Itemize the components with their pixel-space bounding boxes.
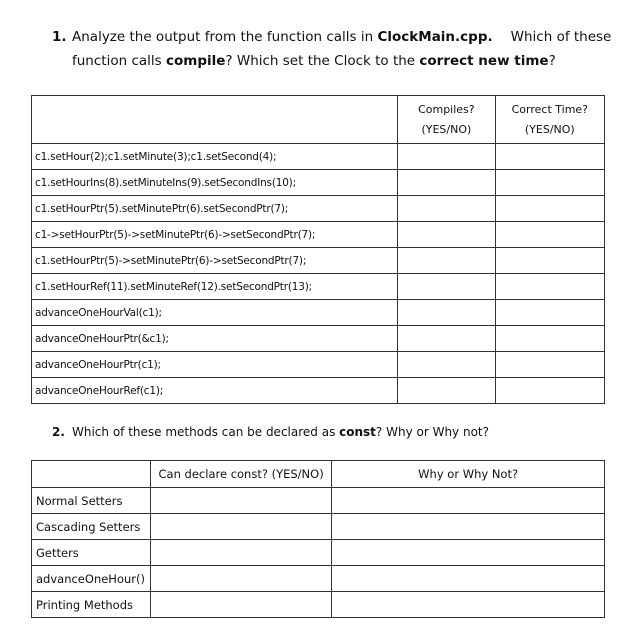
function-call-cell: advanceOneHourPtr(c1); — [32, 352, 398, 378]
function-call-cell: advanceOneHourRef(c1); — [32, 378, 398, 404]
header-compiles-label: Compiles? — [418, 102, 475, 116]
compiles-answer-cell[interactable] — [398, 222, 496, 248]
function-call-cell: c1.setHourRef(11).setMinuteRef(12).setSecondPtr(13); — [32, 274, 398, 300]
const-answer-cell[interactable] — [150, 592, 331, 618]
reason-answer-cell[interactable] — [332, 566, 605, 592]
question-1-text-2c: ? Which set the Clock to the — [225, 53, 420, 69]
table-row — [32, 196, 605, 222]
table-row — [32, 170, 605, 196]
correct-time-answer-cell[interactable] — [495, 378, 604, 404]
table-row — [32, 540, 605, 566]
question-1 — [52, 25, 612, 73]
question-2-text: Which of these methods can be declared as — [72, 425, 340, 439]
question-1-text-2a: function calls — [72, 53, 166, 69]
table-row — [32, 514, 605, 540]
correct-time-answer-cell[interactable] — [495, 352, 604, 378]
correct-time-answer-cell[interactable] — [495, 222, 604, 248]
compiles-answer-cell[interactable] — [398, 378, 496, 404]
question-2-number: 2. — [52, 425, 65, 439]
question-1-line-2 — [52, 49, 612, 73]
compiles-answer-cell[interactable] — [398, 248, 496, 274]
table-row — [32, 566, 605, 592]
correct-time-answer-cell[interactable] — [495, 274, 604, 300]
correct-time-answer-cell[interactable] — [495, 300, 604, 326]
correct-time-answer-cell[interactable] — [495, 248, 604, 274]
question-2-const: const — [339, 425, 376, 439]
table-header-row — [32, 96, 605, 144]
reason-answer-cell[interactable] — [332, 514, 605, 540]
const-answer-cell[interactable] — [150, 514, 331, 540]
compiles-answer-cell[interactable] — [398, 170, 496, 196]
const-answer-cell[interactable] — [150, 566, 331, 592]
const-answer-cell[interactable] — [150, 488, 331, 514]
reason-answer-cell[interactable] — [332, 592, 605, 618]
question-1-text: Analyze the output from the function calls in — [72, 29, 378, 45]
reason-answer-cell[interactable] — [332, 540, 605, 566]
method-name-cell: Printing Methods — [32, 592, 151, 618]
function-call-cell: c1->setHourPtr(5)->setMinutePtr(6)->setSecondPtr(7); — [32, 222, 398, 248]
question-1-text-cont: Which of these — [510, 29, 612, 45]
table-row — [32, 248, 605, 274]
table-row — [32, 592, 605, 618]
question-1-line-1 — [52, 25, 612, 49]
question-2-text-cont: ? Why or Why not? — [375, 425, 489, 439]
function-call-cell: c1.setHourPtr(5)->setMinutePtr(6)->setSecondPtr(7); — [32, 248, 398, 274]
question-1-compile: compile — [165, 53, 226, 69]
function-call-cell: c1.setHourPtr(5).setMinutePtr(6).setSecondPtr(7); — [32, 196, 398, 222]
question-1-filename: ClockMain.cpp. — [377, 29, 493, 45]
compiles-answer-cell[interactable] — [398, 274, 496, 300]
reason-answer-cell[interactable] — [332, 488, 605, 514]
table-row — [32, 326, 605, 352]
method-name-cell: Getters — [32, 540, 151, 566]
compiles-answer-cell[interactable] — [398, 144, 496, 170]
const-methods-table — [31, 460, 605, 618]
correct-time-answer-cell[interactable] — [495, 326, 604, 352]
table-row — [32, 378, 605, 404]
question-1-text-2e: ? — [548, 53, 556, 69]
correct-time-answer-cell[interactable] — [495, 170, 604, 196]
table-row — [32, 488, 605, 514]
question-2 — [52, 424, 489, 440]
correct-time-answer-cell[interactable] — [495, 196, 604, 222]
table-header-row — [32, 461, 605, 488]
function-call-cell: advanceOneHourVal(c1); — [32, 300, 398, 326]
correct-time-answer-cell[interactable] — [495, 144, 604, 170]
function-call-cell: c1.setHour(2);c1.setMinute(3);c1.setSecond(4); — [32, 144, 398, 170]
table-row — [32, 274, 605, 300]
const-answer-cell[interactable] — [150, 540, 331, 566]
table-row — [32, 352, 605, 378]
header-compiles-options: (YES/NO) — [421, 122, 472, 136]
header-correct-time-label: Correct Time? — [511, 102, 589, 116]
function-call-cell: advanceOneHourPtr(&c1); — [32, 326, 398, 352]
method-name-cell: advanceOneHour() — [32, 566, 151, 592]
compiles-answer-cell[interactable] — [398, 352, 496, 378]
compiles-answer-cell[interactable] — [398, 196, 496, 222]
method-name-cell: Cascading Setters — [32, 514, 151, 540]
method-name-cell: Normal Setters — [32, 488, 151, 514]
header-can-declare-const: Can declare const? (YES/NO) — [150, 461, 331, 488]
header-blank-cell — [32, 461, 151, 488]
question-1-correct-time: correct new time — [419, 53, 549, 69]
header-why-or-why-not: Why or Why Not? — [332, 461, 605, 488]
table-row — [32, 222, 605, 248]
table-row — [32, 144, 605, 170]
header-correct-time-options: (YES/NO) — [524, 122, 575, 136]
compiles-answer-cell[interactable] — [398, 300, 496, 326]
header-correct-time — [495, 96, 604, 144]
table-row — [32, 300, 605, 326]
compiles-answer-cell[interactable] — [398, 326, 496, 352]
header-compiles — [398, 96, 496, 144]
function-calls-table — [31, 95, 605, 404]
function-call-cell: c1.setHourIns(8).setMinuteIns(9).setSecondIns(10); — [32, 170, 398, 196]
header-blank-cell — [32, 96, 398, 144]
question-1-number: 1. — [52, 29, 67, 45]
